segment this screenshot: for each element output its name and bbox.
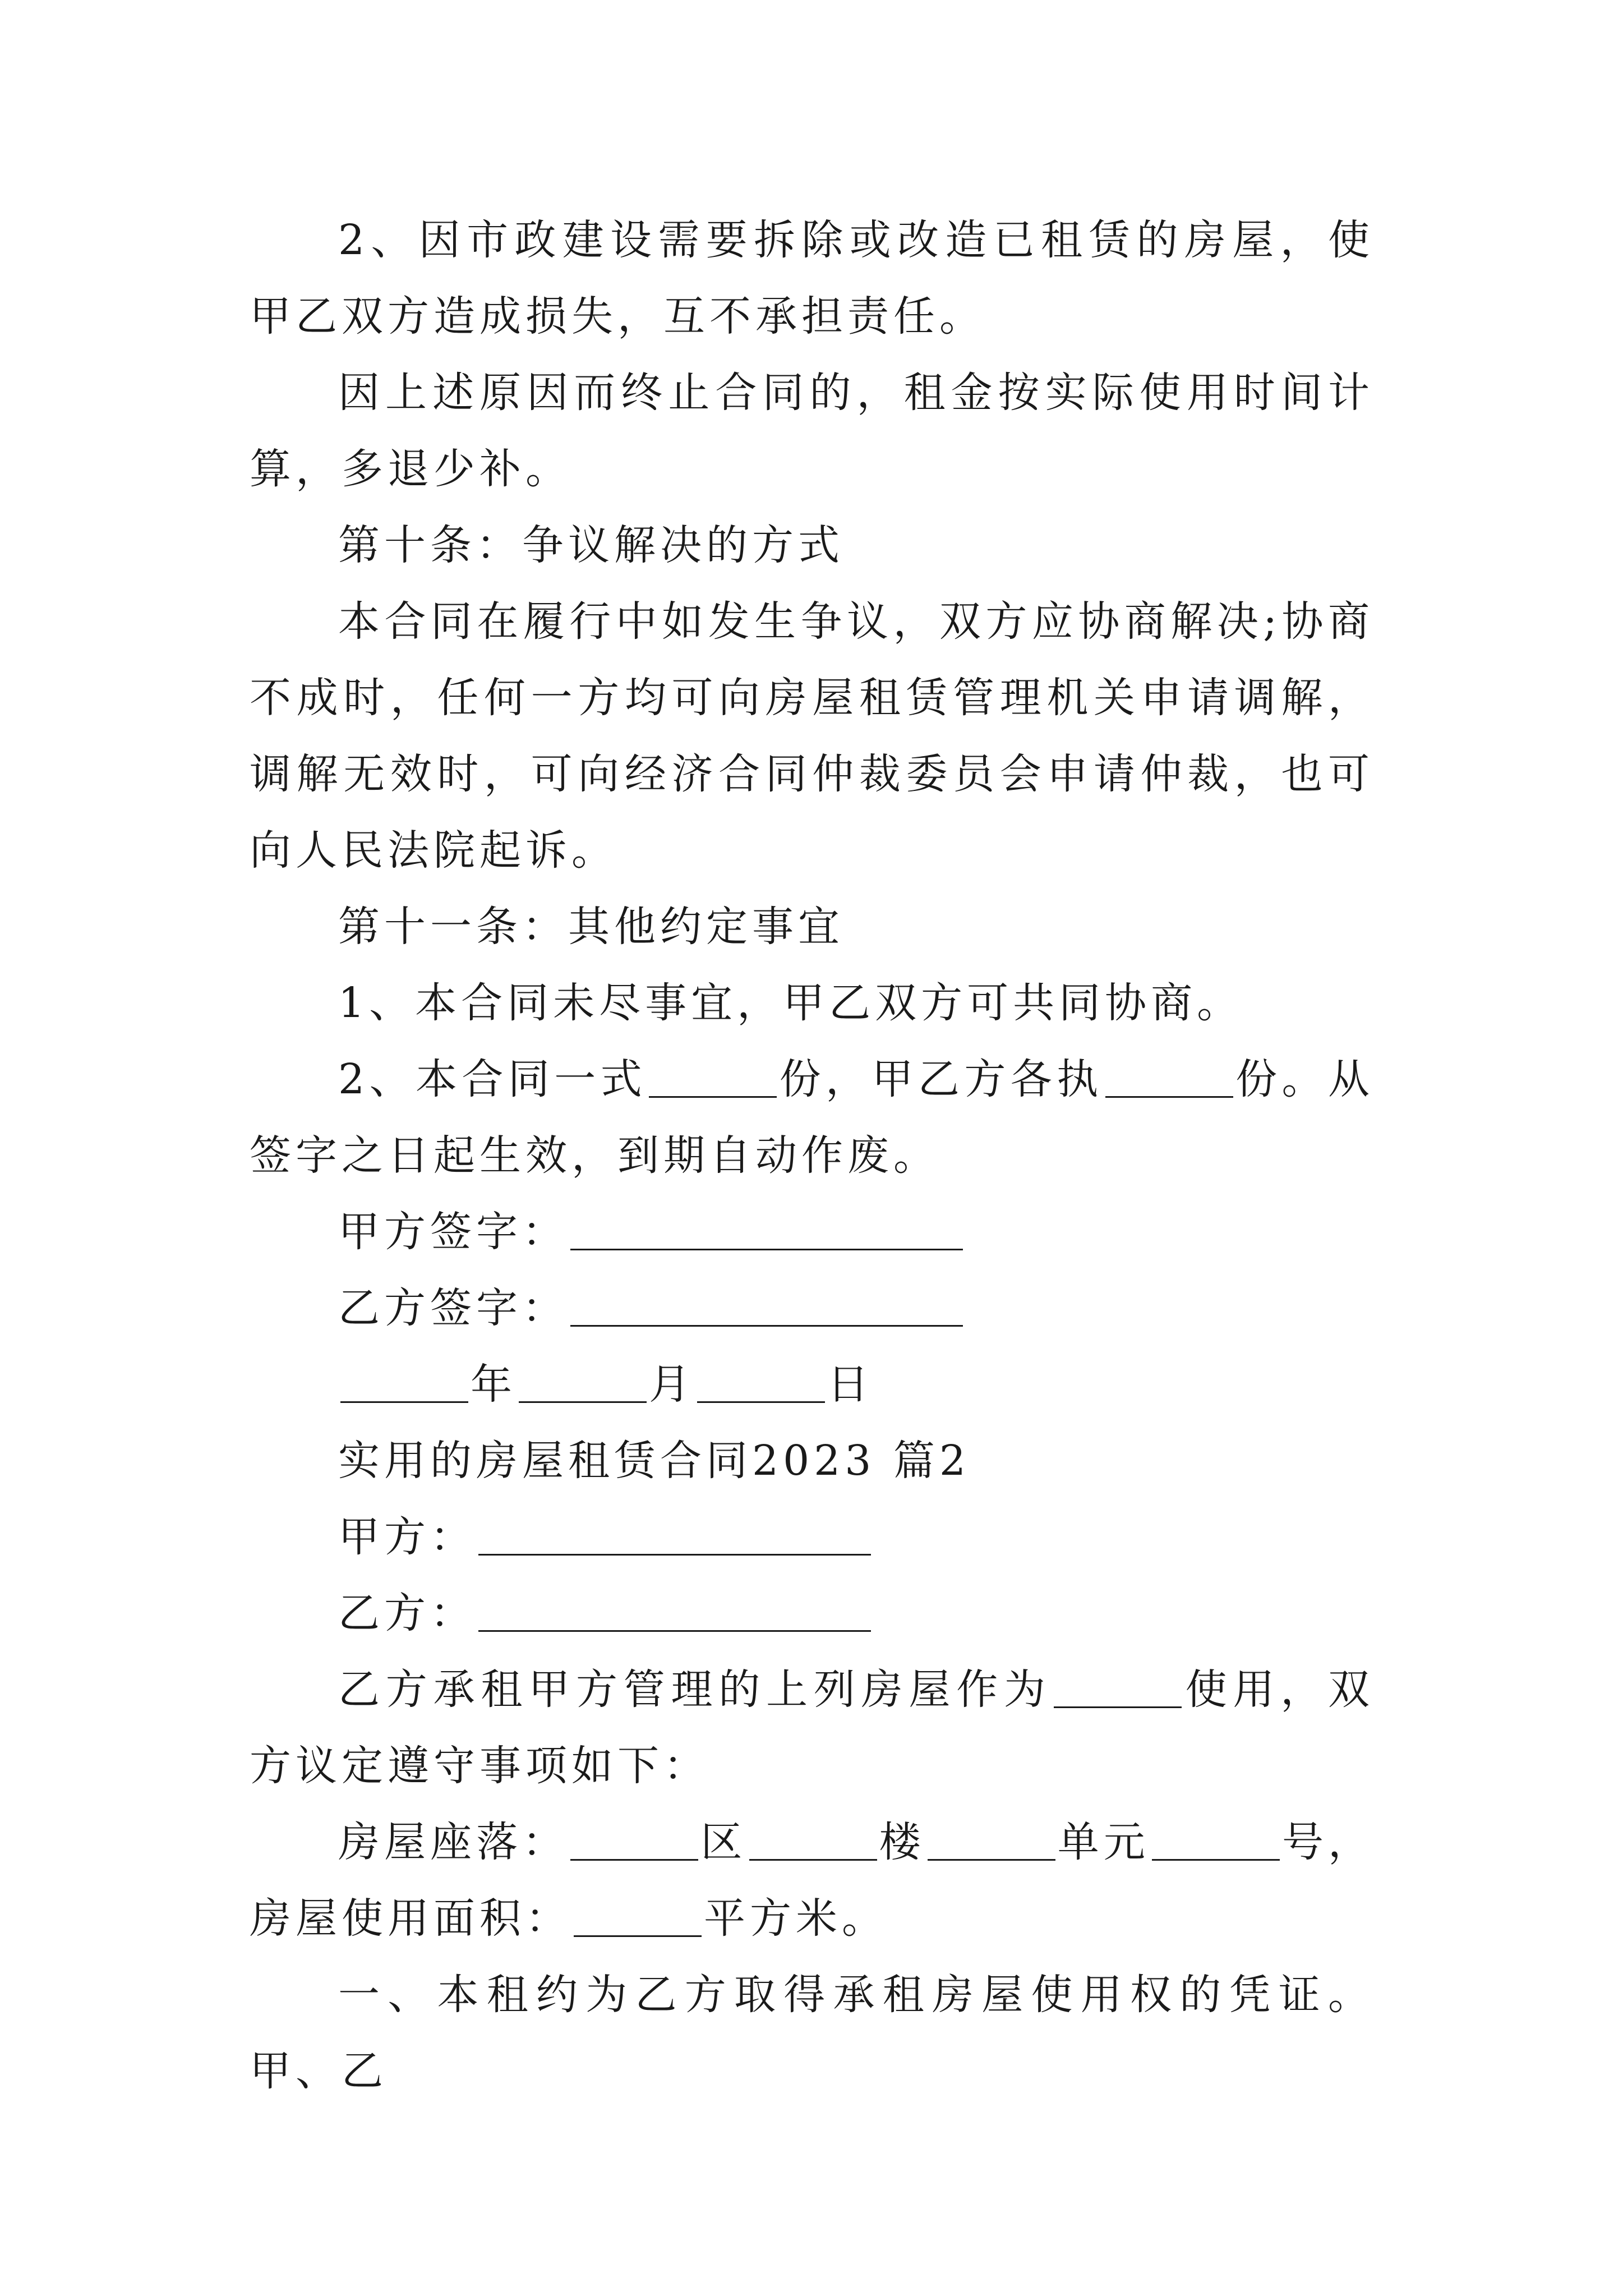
paragraph-text: 本合同在履行中如发生争议，双方应协商解决;协商不成时，任何一方均可向房屋租赁管理机关申请调解，调解无效时，可向经济合同仲裁委员会申请仲裁，也可向人民法院起诉。 — [250, 597, 1374, 875]
paragraph-text: 单元 — [1057, 1818, 1150, 1866]
month-blank — [519, 1401, 647, 1403]
heading-article-11 — [250, 889, 1374, 965]
paragraph-text: 号，房屋使用面积： — [250, 1818, 1375, 1943]
paragraph-text: 份。从签字之日起生效，到期自动作废。 — [250, 1055, 1374, 1180]
heading-contract-2 — [250, 1423, 1374, 1499]
party-a-signature-blank — [570, 1249, 963, 1250]
party-b-signature-line — [250, 1270, 1374, 1346]
party-label: 乙方： — [338, 1589, 476, 1637]
party-b-blank — [478, 1630, 871, 1632]
copies-total-blank — [649, 1096, 777, 1098]
paragraph-text: 乙方承租甲方管理的上列房屋作为 — [338, 1665, 1052, 1714]
paragraph-text: 份，甲乙方各执 — [779, 1055, 1103, 1103]
copies-each-blank — [1105, 1096, 1233, 1098]
heading-text: 实用的房屋租赁合同2023 篇2 — [338, 1437, 970, 1485]
paragraph-usage-clause — [250, 1651, 1374, 1804]
year-label: 年 — [471, 1360, 517, 1409]
room-number-blank — [1152, 1859, 1280, 1861]
signature-label: 甲方签字： — [338, 1208, 568, 1256]
paragraph-property-location — [250, 1804, 1374, 1957]
party-a-blank — [478, 1554, 871, 1556]
party-b-signature-blank — [570, 1325, 963, 1327]
date-line — [250, 1346, 1374, 1423]
paragraph-copies-clause — [250, 1041, 1374, 1194]
paragraph-text: 房屋座落： — [338, 1818, 569, 1866]
year-blank — [340, 1401, 468, 1403]
paragraph-other-matters — [250, 965, 1374, 1041]
paragraph-text: 使用，双方议定遵守事项如下： — [250, 1665, 1375, 1790]
building-blank — [749, 1859, 877, 1861]
party-b-line — [250, 1575, 1374, 1651]
party-a-signature-line — [250, 1194, 1374, 1270]
paragraph-dispute-resolution — [250, 583, 1374, 889]
signature-label: 乙方签字： — [338, 1284, 568, 1332]
party-label: 甲方： — [338, 1513, 476, 1561]
paragraph-text: 1、本合同未尽事宜，甲乙双方可共同协商。 — [338, 979, 1243, 1027]
unit-blank — [928, 1859, 1055, 1861]
paragraph-text: 平方米。 — [704, 1894, 888, 1943]
area-blank — [574, 1935, 702, 1937]
usage-blank — [1054, 1706, 1182, 1708]
paragraph-text: 2、因市政建设需要拆除或改造已租赁的房屋，使甲乙双方造成损失，互不承担责任。 — [250, 216, 1374, 341]
paragraph-demolition-clause — [250, 202, 1374, 355]
paragraph-text: 楼 — [879, 1818, 925, 1866]
day-blank — [697, 1401, 825, 1403]
month-label: 月 — [649, 1360, 695, 1409]
paragraph-text: 区 — [700, 1818, 747, 1866]
document-page — [250, 202, 1374, 2109]
heading-text: 第十一条：其他约定事宜 — [338, 903, 844, 951]
paragraph-text: 一、本租约为乙方取得承租房屋使用权的凭证。甲、乙 — [250, 1971, 1374, 2095]
heading-text: 第十条：争议解决的方式 — [338, 521, 844, 569]
paragraph-text: 因上述原因而终止合同的，租金按实际使用时间计算，多退少补。 — [250, 369, 1374, 493]
party-a-line — [250, 1499, 1374, 1575]
paragraph-lease-certificate — [250, 1957, 1374, 2109]
paragraph-text: 2、本合同一式 — [338, 1055, 647, 1103]
day-label: 日 — [827, 1360, 873, 1409]
district-blank — [570, 1859, 698, 1861]
paragraph-rent-settlement — [250, 355, 1374, 507]
heading-article-10 — [250, 507, 1374, 583]
